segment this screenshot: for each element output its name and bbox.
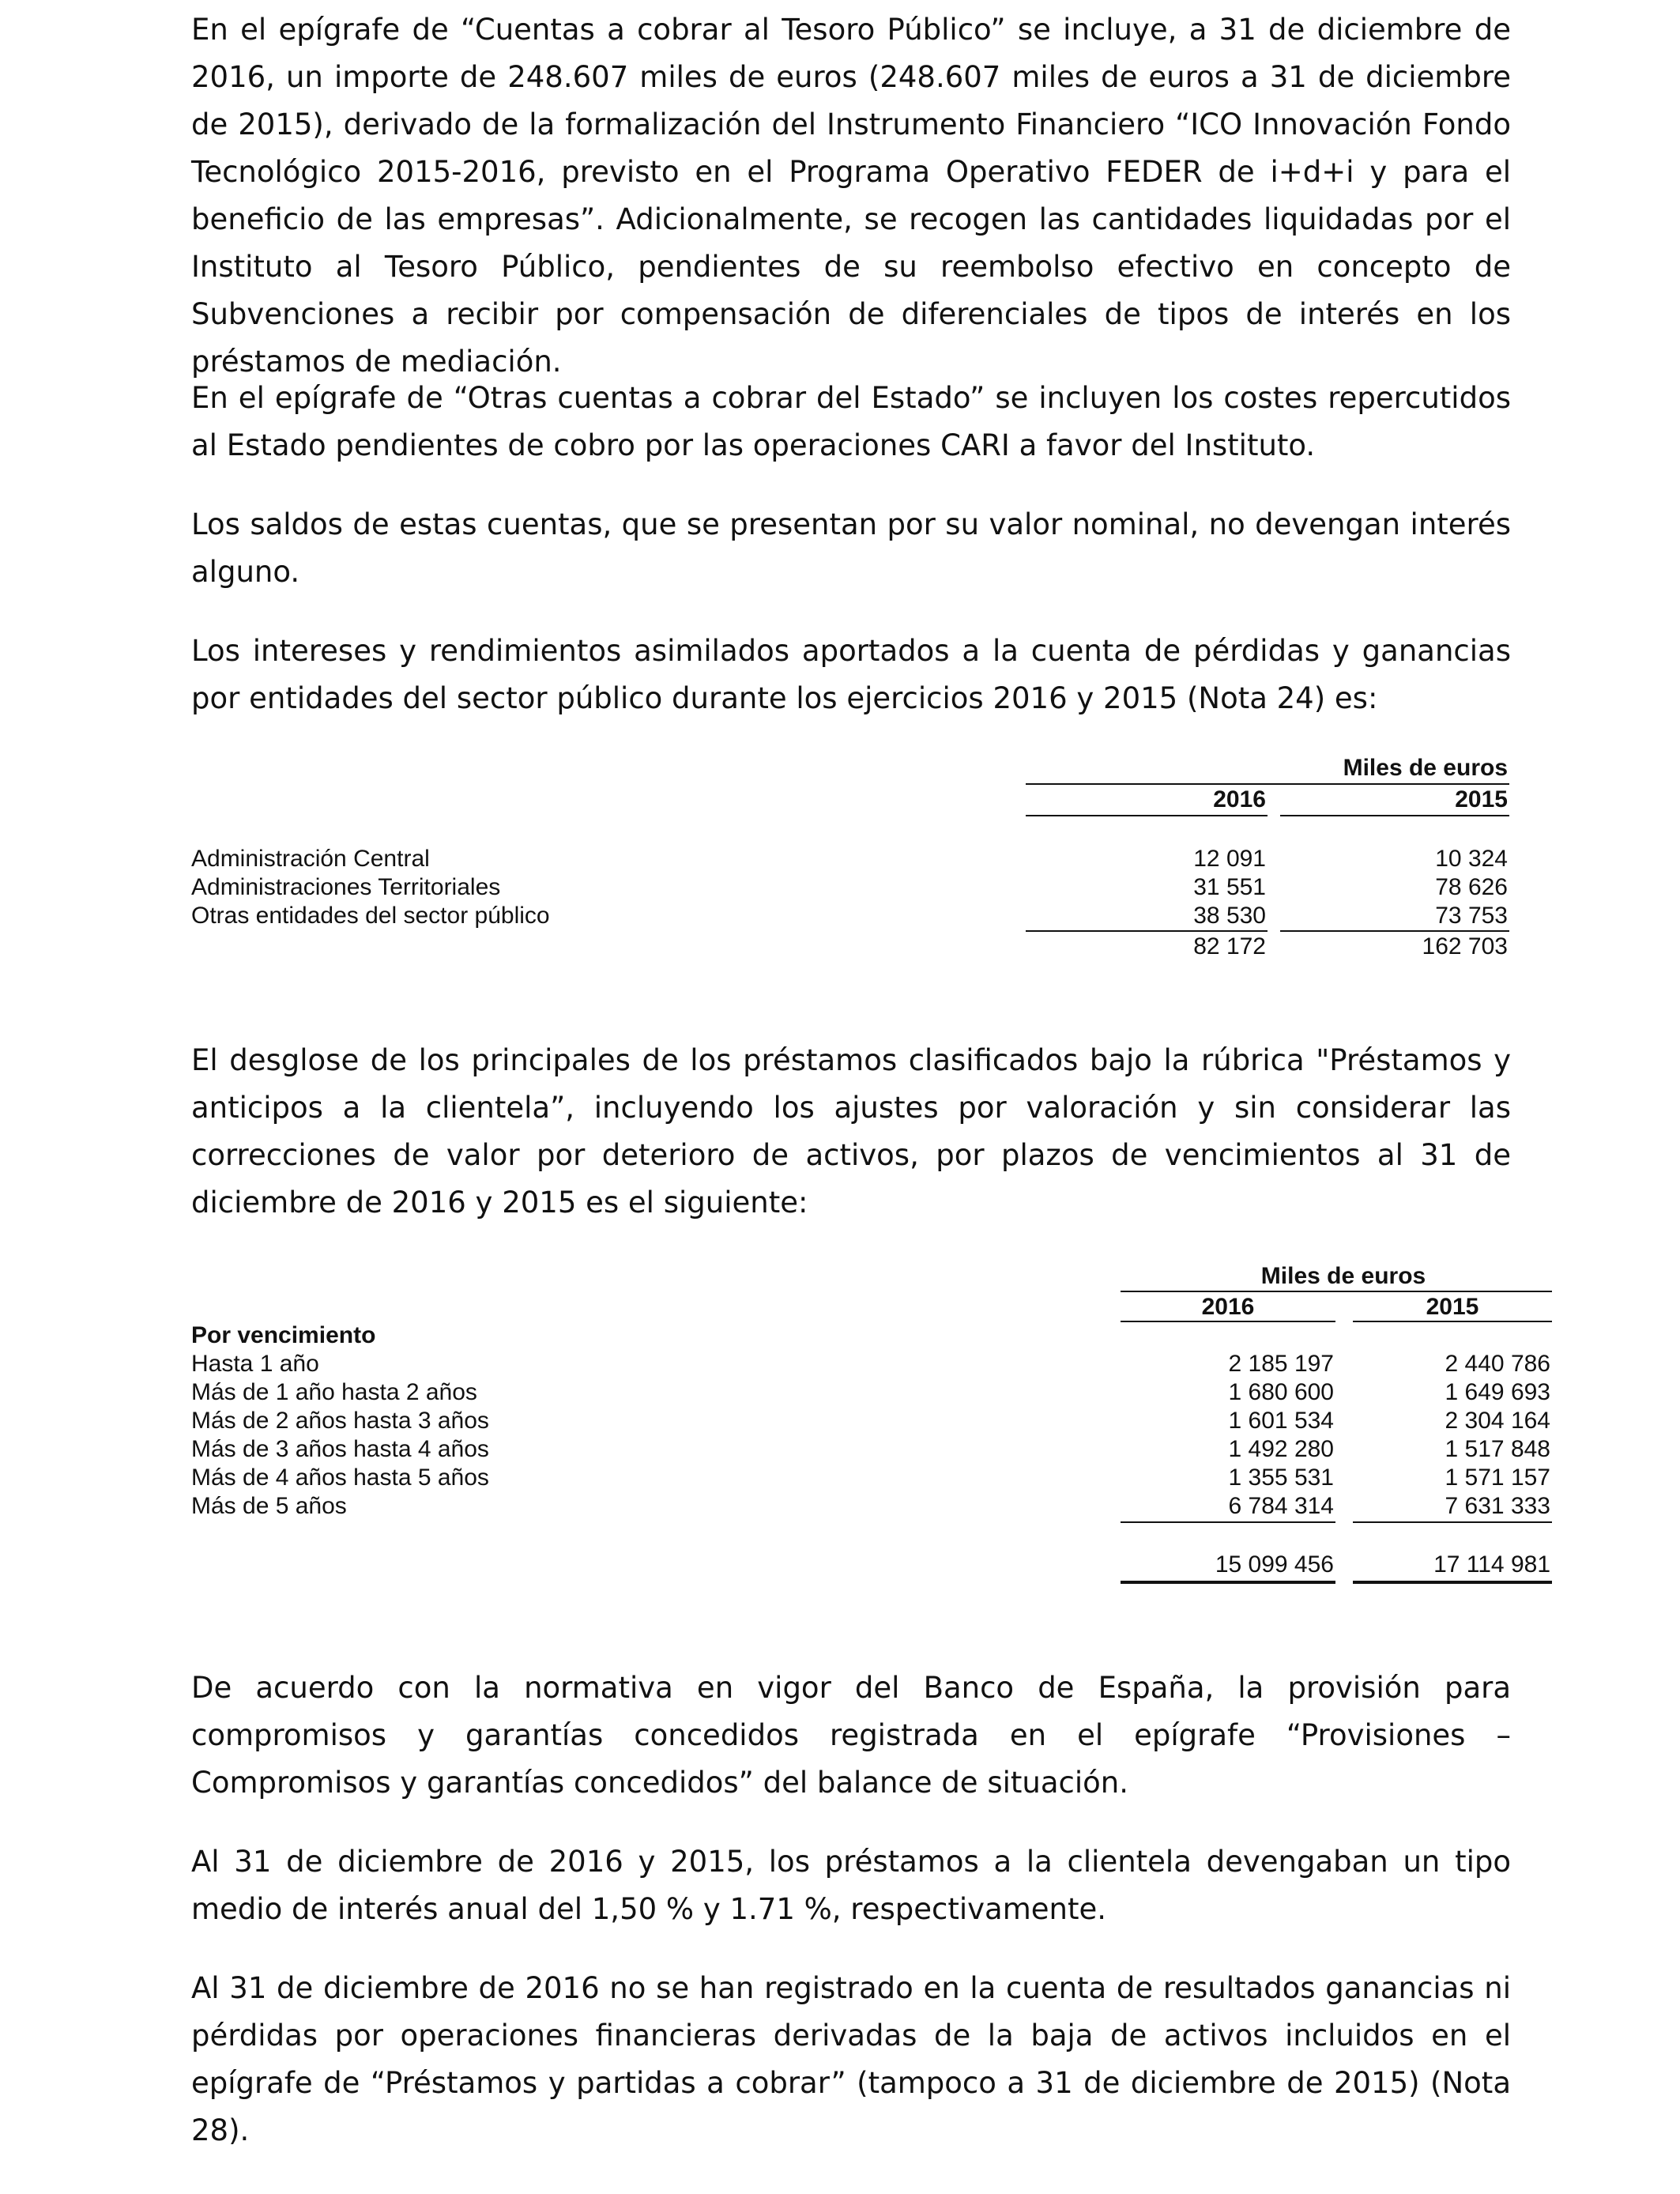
table1-col-rule-2016 bbox=[1026, 815, 1268, 816]
table1-unit-header: Miles de euros bbox=[1343, 755, 1508, 781]
table2-row-label: Más de 3 años hasta 4 años bbox=[191, 1436, 489, 1462]
paragraph-desglose-prestamos: El desglose de los principales de los préstamos clasificados bajo la rúbrica "Préstamos y anticipos a la clientela”, incluyendo los ajustes por valoración y sin considerar las correcciones de valor por deterioro de activos, por plazos de vencimientos al 31 de diciembre de 2016 y 2015 es el siguiente: bbox=[191, 1043, 1511, 1220]
table2-row-value-2016: 1 355 531 bbox=[1228, 1465, 1334, 1491]
table1-col-2016: 2016 bbox=[1213, 786, 1266, 812]
table2-total-double-rule-2015 bbox=[1353, 1581, 1552, 1584]
table2-col-rule-2015 bbox=[1353, 1321, 1552, 1322]
table1-row-value-2015: 78 626 bbox=[1435, 874, 1508, 900]
table1-row-label: Administraciones Territoriales bbox=[191, 874, 501, 900]
table1-total-rule-2015 bbox=[1280, 930, 1509, 932]
table2-row-label: Más de 5 años bbox=[191, 1493, 347, 1519]
table2-row-value-2016: 6 784 314 bbox=[1228, 1493, 1334, 1519]
paragraph-provision-compromisos: De acuerdo con la normativa en vigor del Banco de España, la provisión para compromisos y garantías concedidos registrada en el epígrafe “Provisiones – Compromisos y garantías concedidos” del balance de situación. bbox=[191, 1671, 1511, 1800]
table1-col-2015: 2015 bbox=[1455, 786, 1508, 812]
table2-row-value-2015: 1 517 848 bbox=[1445, 1436, 1550, 1462]
paragraph-ganancias-perdidas: Al 31 de diciembre de 2016 no se han registrado en la cuenta de resultados ganancias ni pérdidas por operaciones financieras derivadas de la baja de activos incluidos en el epígrafe de “Préstamos y partidas a cobrar” (tampoco a 31 de diciembre de 2015) (Nota 28). bbox=[191, 1971, 1511, 2147]
table2-row-label: Más de 1 año hasta 2 años bbox=[191, 1379, 477, 1405]
table1-row-label: Administración Central bbox=[191, 846, 430, 872]
table2-total-2016: 15 099 456 bbox=[1215, 1551, 1334, 1578]
table2-row-label: Hasta 1 año bbox=[191, 1351, 319, 1377]
table1-row-value-2016: 38 530 bbox=[1193, 903, 1266, 929]
table2-row-label: Más de 2 años hasta 3 años bbox=[191, 1408, 489, 1434]
table2-col-2015: 2015 bbox=[1426, 1294, 1479, 1320]
table1-row-value-2016: 31 551 bbox=[1193, 874, 1266, 900]
table2-row-value-2016: 1 680 600 bbox=[1228, 1379, 1334, 1405]
table2-row-value-2015: 2 304 164 bbox=[1445, 1408, 1550, 1434]
table2-row-value-2016: 1 601 534 bbox=[1228, 1408, 1334, 1434]
table2-subtotal-rule-2016 bbox=[1121, 1521, 1335, 1523]
table1-col-rule-2015 bbox=[1280, 815, 1509, 816]
table2-row-value-2015: 7 631 333 bbox=[1445, 1493, 1550, 1519]
table2-header-rule bbox=[1121, 1291, 1552, 1292]
table2-row-value-2016: 1 492 280 bbox=[1228, 1436, 1334, 1462]
table1-row-label: Otras entidades del sector público bbox=[191, 903, 550, 929]
table2-row-value-2015: 1 571 157 bbox=[1445, 1465, 1550, 1491]
table2-col-2016: 2016 bbox=[1201, 1294, 1255, 1320]
table1-header-rule bbox=[1026, 783, 1509, 785]
table1-total-rule-2016 bbox=[1026, 930, 1268, 932]
table2-section-label: Por vencimiento bbox=[191, 1322, 376, 1348]
table2-row-value-2016: 2 185 197 bbox=[1228, 1351, 1334, 1377]
table2-total-2015: 17 114 981 bbox=[1433, 1551, 1550, 1578]
table1-row-value-2015: 10 324 bbox=[1435, 846, 1508, 872]
table1-total-2015: 162 703 bbox=[1422, 933, 1508, 959]
paragraph-intereses: Los intereses y rendimientos asimilados aportados a la cuenta de pérdidas y ganancias por entidades del sector público durante los ejercicios 2016 y 2015 (Nota 24) es: bbox=[191, 634, 1511, 715]
table2-row-value-2015: 1 649 693 bbox=[1445, 1379, 1550, 1405]
table2-col-rule-2016 bbox=[1121, 1321, 1335, 1322]
table1-total-2016: 82 172 bbox=[1193, 933, 1266, 959]
table2-row-value-2015: 2 440 786 bbox=[1445, 1351, 1550, 1377]
paragraph-tipo-medio-interes: Al 31 de diciembre de 2016 y 2015, los préstamos a la clientela devengaban un tipo medio de interés anual del 1,50 % y 1.71 %, respectivamente. bbox=[191, 1845, 1511, 1926]
table1-row-value-2016: 12 091 bbox=[1193, 846, 1266, 872]
paragraph-tesoro-publico: En el epígrafe de “Cuentas a cobrar al Tesoro Público” se incluye, a 31 de diciembre de 2016, un importe de 248.607 miles de euros (248.607 miles de euros a 31 de diciembre de 2015), derivado de la formalización del Instrumento Financiero “ICO Innovación Fondo Tecnológico 2015-2016, previsto en el Programa Operativo FEDER de i+d+i y para el beneficio de las empresas”. Adicionalmente, se recogen las cantidades liquidadas por el Instituto al Tesoro Público, pendientes de su reembolso efectivo en concepto de Subvenciones a recibir por compensación de diferenciales de tipos de interés en los préstamos de mediación. bbox=[191, 13, 1511, 379]
table2-unit-header: Miles de euros bbox=[1260, 1263, 1426, 1289]
table2-total-double-rule-2016 bbox=[1121, 1581, 1335, 1584]
table2-row-label: Más de 4 años hasta 5 años bbox=[191, 1465, 489, 1491]
paragraph-saldos: Los saldos de estas cuentas, que se presentan por su valor nominal, no devengan interés alguno. bbox=[191, 507, 1511, 589]
table2-subtotal-rule-2015 bbox=[1353, 1521, 1552, 1523]
paragraph-otras-cuentas: En el epígrafe de “Otras cuentas a cobrar del Estado” se incluyen los costes repercutidos al Estado pendientes de cobro por las operaciones CARI a favor del Instituto. bbox=[191, 381, 1511, 462]
table1-row-value-2015: 73 753 bbox=[1435, 903, 1508, 929]
